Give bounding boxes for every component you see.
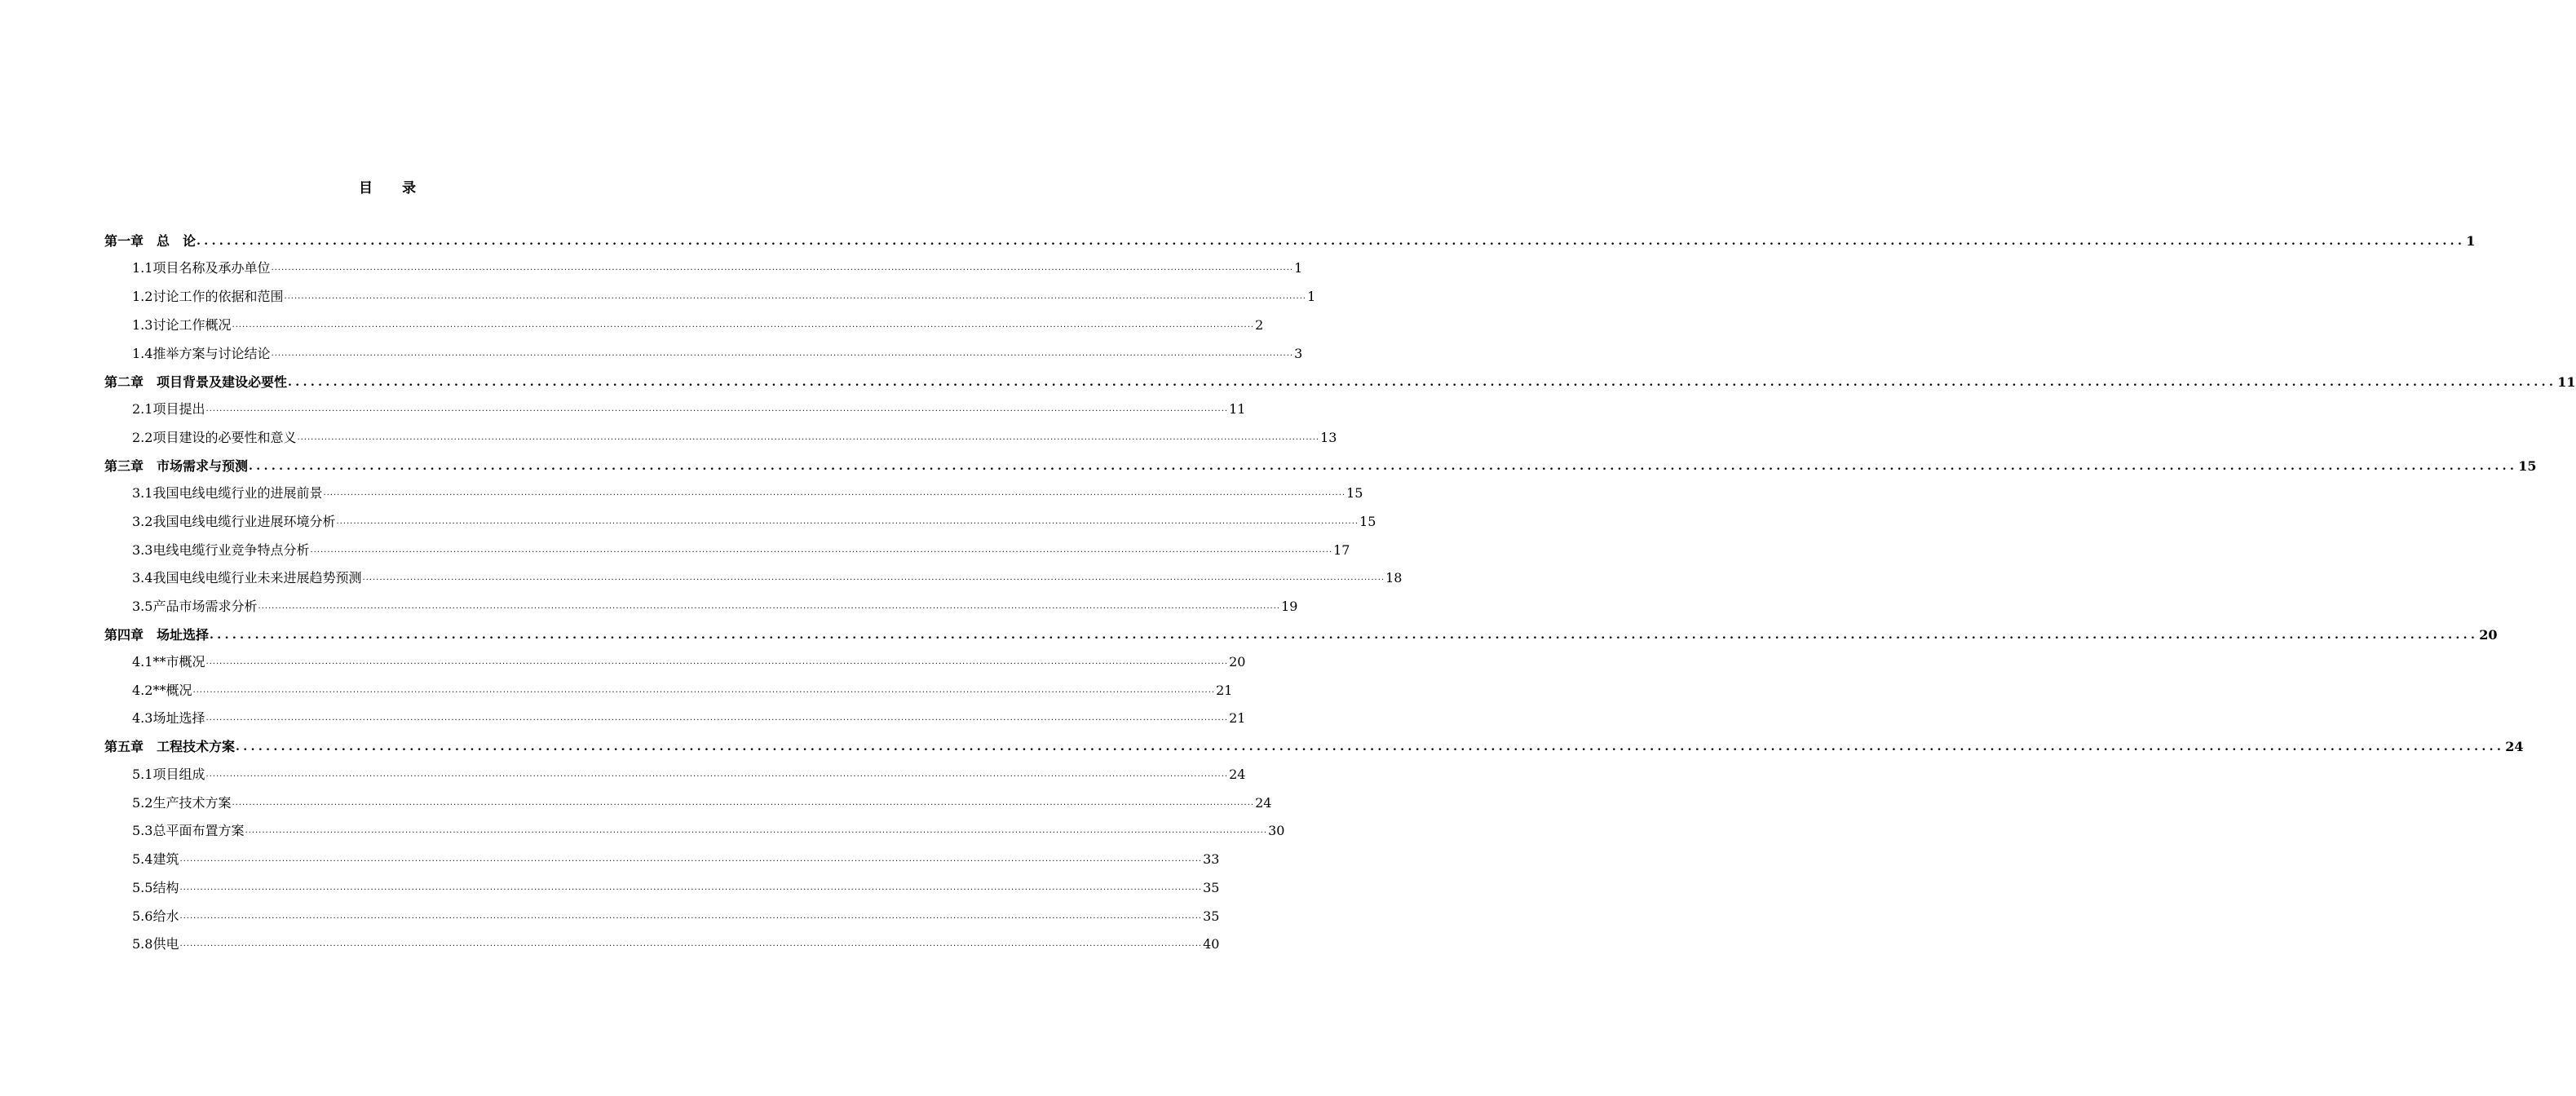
toc-section-entry[interactable] xyxy=(132,935,1220,954)
toc-entry-label: 1.3讨论工作概况 xyxy=(132,317,232,333)
toc-page-number: 1 xyxy=(2466,233,2476,249)
toc-chapter-entry[interactable] xyxy=(104,737,2524,757)
toc-section-entry[interactable] xyxy=(132,652,1246,672)
toc-section-entry[interactable] xyxy=(132,681,1233,700)
toc-dot-leader: ............................................................................................................................................................................................................................................................................................................ xyxy=(245,826,1268,835)
toc-section-entry[interactable] xyxy=(132,907,1220,926)
toc-section-entry[interactable] xyxy=(132,821,1285,841)
toc-entry-label: 1.4推举方案与讨论结论 xyxy=(132,346,271,361)
toc-entry-label: 5.1项目组成 xyxy=(132,767,205,782)
toc-page-number: 15 xyxy=(1346,485,1363,501)
toc-page-number: 11 xyxy=(1229,401,1246,417)
toc-dot-leader: ............................................................................................................................................................................................................................................................................................................ xyxy=(205,714,1229,723)
toc-dot-leader: ............................................................................................................................................................................................................................................................................................................ xyxy=(271,263,1294,272)
toc-section-entry[interactable] xyxy=(132,316,1264,335)
toc-page-number: 13 xyxy=(1320,430,1337,445)
toc-dot-leader: ............................................................................................................................................................................................................................................................................................................ xyxy=(179,883,1203,892)
toc-page-number: 17 xyxy=(1333,542,1350,558)
toc-section-entry[interactable] xyxy=(132,850,1220,869)
toc-page-number: 3 xyxy=(1294,346,1303,361)
toc-entry-label: 第三章 市场需求与预测 xyxy=(104,458,249,474)
toc-entry-label: 5.5结构 xyxy=(132,880,179,895)
toc-page-number: 35 xyxy=(1203,908,1220,924)
toc-dot-leader: ............................................................................................................................................................................................................................................................................................................ xyxy=(258,602,1281,611)
toc-chapter-entry[interactable] xyxy=(104,373,2576,392)
toc-entry-label: 3.1我国电线电缆行业的进展前景 xyxy=(132,485,323,501)
toc-chapter-entry[interactable] xyxy=(104,457,2537,476)
toc-dot-leader: ............................................................................................................................................................................................................................................................................................................ xyxy=(362,573,1385,582)
toc-entry-label: 第五章 工程技术方案 xyxy=(104,739,236,754)
toc-page-number: 15 xyxy=(2518,458,2537,474)
toc-section-entry[interactable] xyxy=(132,484,1363,503)
toc-entry-label: 5.4建筑 xyxy=(132,851,179,867)
toc-entry-label: 1.1项目名称及承办单位 xyxy=(132,260,271,276)
toc-dot-leader: ............................................................................................................................................................................................................................................................................................................ xyxy=(205,770,1229,779)
toc-page-number: 21 xyxy=(1229,710,1246,726)
toc-entry-label: 4.1**市概况 xyxy=(132,654,205,670)
toc-section-entry[interactable] xyxy=(132,793,1272,813)
toc-dot-leader: ............................................................................................................................................................................................................................................................................................................ xyxy=(284,292,1307,301)
toc-page-number: 15 xyxy=(1359,514,1376,529)
toc-entry-label: 3.5产品市场需求分析 xyxy=(132,599,258,614)
toc-section-entry[interactable] xyxy=(132,428,1337,448)
toc-entry-label: 第四章 场址选择 xyxy=(104,627,210,643)
toc-section-entry[interactable] xyxy=(132,709,1246,728)
toc-section-entry[interactable] xyxy=(132,259,1303,278)
toc-page-number: 21 xyxy=(1216,683,1233,698)
toc-section-entry[interactable] xyxy=(132,597,1298,616)
toc-page-number: 35 xyxy=(1203,880,1220,895)
toc-entry-label: 2.1项目提出 xyxy=(132,401,205,417)
toc-entry-label: 第二章 项目背景及建设必要性 xyxy=(104,374,288,390)
toc-entry-label: 3.2我国电线电缆行业进展环境分析 xyxy=(132,514,336,529)
toc-dot-leader: ............................................................................................................................................................................................................................................................................................................ xyxy=(297,433,1320,442)
toc-dot-leader: ............................................................................................................................................................................................................................................................................................................ xyxy=(210,629,2479,642)
toc-section-entry[interactable] xyxy=(132,287,1316,307)
toc-page-number: 30 xyxy=(1268,823,1285,838)
toc-section-entry[interactable] xyxy=(132,765,1246,784)
toc-section-entry[interactable] xyxy=(132,400,1246,419)
toc-dot-leader: ............................................................................................................................................................................................................................................................................................................ xyxy=(236,740,2505,754)
toc-dot-leader: ............................................................................................................................................................................................................................................................................................................ xyxy=(271,349,1294,358)
toc-section-entry[interactable] xyxy=(132,541,1350,560)
toc-page-number: 2 xyxy=(1255,317,1264,333)
toc-page-number: 1 xyxy=(1294,260,1303,276)
toc-dot-leader: ............................................................................................................................................................................................................................................................................................................ xyxy=(205,657,1229,666)
toc-dot-leader: ............................................................................................................................................................................................................................................................................................................ xyxy=(310,546,1333,555)
toc-chapter-entry[interactable] xyxy=(104,625,2498,645)
toc-page-number: 11 xyxy=(2557,374,2576,390)
toc-section-entry[interactable] xyxy=(132,344,1303,364)
toc-dot-leader: ............................................................................................................................................................................................................................................................................................................ xyxy=(192,686,1216,695)
toc-dot-leader: ............................................................................................................................................................................................................................................................................................................ xyxy=(197,235,2466,248)
toc-chapter-entry[interactable] xyxy=(104,232,2476,251)
toc-page-number: 24 xyxy=(1229,767,1246,782)
toc-page-number: 24 xyxy=(2505,739,2524,754)
toc-title: 目录 xyxy=(359,180,445,197)
toc-dot-leader: ............................................................................................................................................................................................................................................................................................................ xyxy=(179,939,1203,948)
toc-dot-leader: ............................................................................................................................................................................................................................................................................................................ xyxy=(249,460,2518,473)
toc-page-number: 24 xyxy=(1255,795,1272,811)
toc-section-entry[interactable] xyxy=(132,568,1403,588)
toc-page-number: 1 xyxy=(1307,289,1316,304)
toc-dot-leader: ............................................................................................................................................................................................................................................................................................................ xyxy=(323,488,1346,497)
toc-dot-leader: ............................................................................................................................................................................................................................................................................................................ xyxy=(179,912,1203,921)
toc-entry-label: 3.4我国电线电缆行业未来进展趋势预测 xyxy=(132,570,362,586)
toc-entry-label: 5.6给水 xyxy=(132,908,179,924)
toc-entry-label: 第一章 总 论 xyxy=(104,233,197,249)
toc-entry-label: 5.3总平面布置方案 xyxy=(132,823,245,838)
toc-page-number: 20 xyxy=(2479,627,2498,643)
toc-dot-leader: ............................................................................................................................................................................................................................................................................................................ xyxy=(288,376,2557,389)
toc-dot-leader: ............................................................................................................................................................................................................................................................................................................ xyxy=(232,320,1255,329)
toc-page-number: 33 xyxy=(1203,851,1220,867)
toc-dot-leader: ............................................................................................................................................................................................................................................................................................................ xyxy=(179,855,1203,864)
toc-entry-label: 2.2项目建设的必要性和意义 xyxy=(132,430,297,445)
toc-page-number: 19 xyxy=(1281,599,1298,614)
toc-entry-label: 1.2讨论工作的依据和范围 xyxy=(132,289,284,304)
toc-entry-label: 5.8供电 xyxy=(132,936,179,952)
toc-dot-leader: ............................................................................................................................................................................................................................................................................................................ xyxy=(205,404,1229,413)
toc-section-entry[interactable] xyxy=(132,512,1376,532)
toc-dot-leader: ............................................................................................................................................................................................................................................................................................................ xyxy=(336,517,1359,526)
toc-entry-label: 3.3电线电缆行业竞争特点分析 xyxy=(132,542,310,558)
toc-entry-label: 5.2生产技术方案 xyxy=(132,795,232,811)
toc-dot-leader: ............................................................................................................................................................................................................................................................................................................ xyxy=(232,798,1255,807)
toc-page-number: 20 xyxy=(1229,654,1246,670)
toc-section-entry[interactable] xyxy=(132,878,1220,898)
toc-entry-label: 4.2**概况 xyxy=(132,683,192,698)
toc-page-number: 18 xyxy=(1385,570,1403,586)
toc-page-number: 40 xyxy=(1203,936,1220,952)
toc-entry-label: 4.3场址选择 xyxy=(132,710,205,726)
